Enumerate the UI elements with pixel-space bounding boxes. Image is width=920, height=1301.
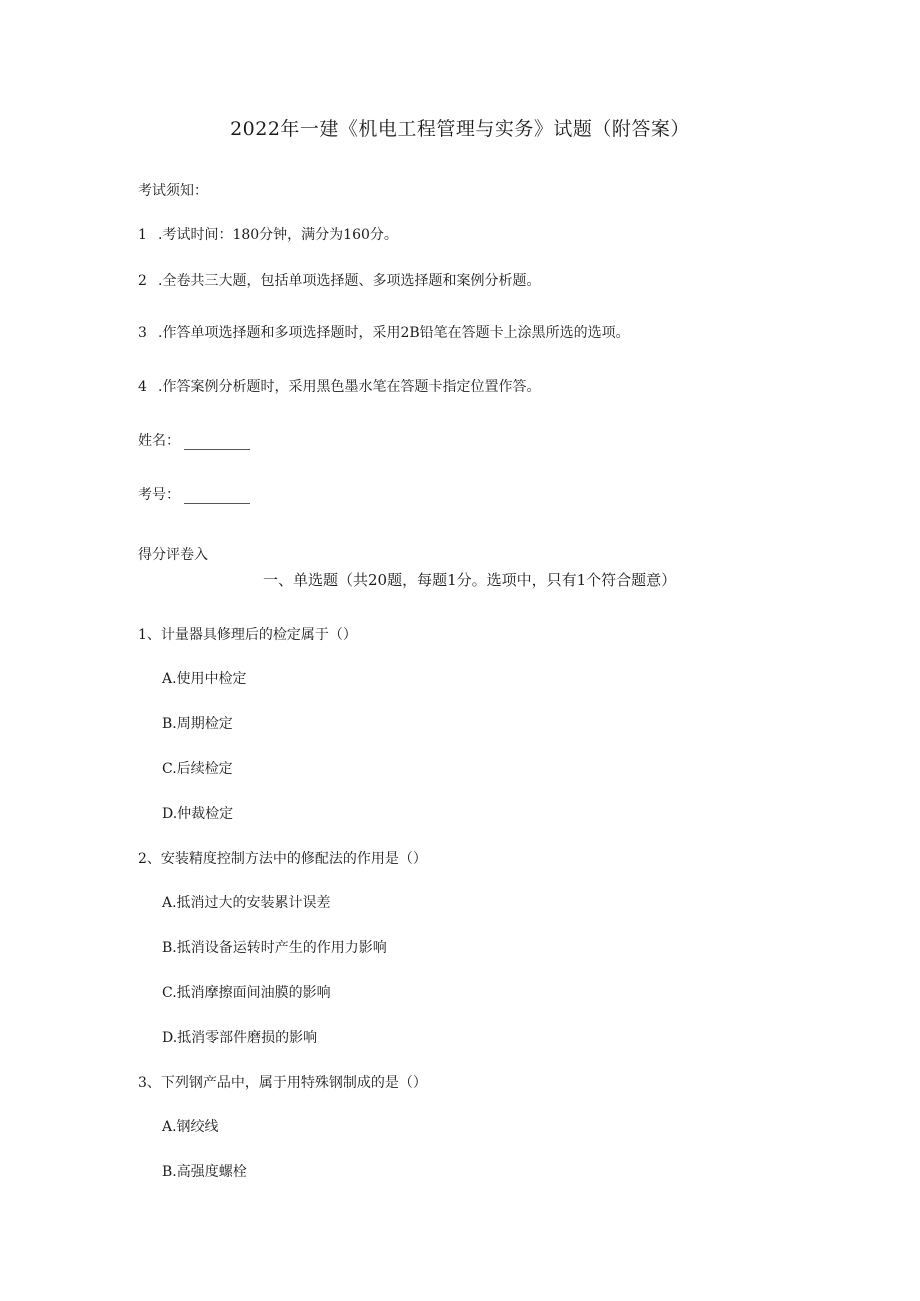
option-b: B.周期检定 (162, 716, 233, 732)
notice-item-text: .作答单项选择题和多项选择题时，采用2B铅笔在答题卡上涂黑所选的选项。 (158, 325, 630, 341)
question-1: 1、计量器具修理后的检定属于（） (138, 627, 357, 643)
notice-item-number: 2 (138, 273, 147, 289)
name-blank[interactable] (184, 437, 250, 450)
document-title: 2022年一建《机电工程管理与实务》试题（附答案） (230, 118, 690, 140)
notice-item-number: 1 (138, 227, 147, 243)
option-d: D.抵消零部件磨损的影响 (162, 1030, 318, 1046)
notice-item (138, 376, 540, 396)
option-d: D.仲裁检定 (162, 806, 234, 822)
name-field-label: 姓名： (138, 433, 180, 449)
option-b: B.抵消设备运转时产生的作用力影响 (162, 940, 387, 956)
option-c: C.后续检定 (162, 761, 233, 777)
score-label: 得分评卷入 (138, 547, 208, 563)
question-3: 3、下列钢产品中，属于用特殊钢制成的是（） (138, 1075, 427, 1091)
option-a: A.钢绞线 (162, 1119, 219, 1135)
notice-item (138, 270, 540, 290)
id-blank[interactable] (184, 491, 250, 504)
notice-item-text: .考试时间：180分钟，满分为160分。 (158, 227, 398, 243)
notice-item (138, 322, 630, 342)
notice-item (138, 224, 398, 244)
section-heading: 一、单选题（共20题，每题1分。选项中，只有1个符合题意） (263, 571, 677, 589)
id-field-label: 考号： (138, 487, 180, 503)
notice-heading: 考试须知： (138, 183, 208, 199)
id-field-row (138, 484, 250, 504)
notice-item-text: .全卷共三大题，包括单项选择题、多项选择题和案例分析题。 (158, 273, 541, 289)
notice-item-number: 4 (138, 379, 147, 395)
name-field-row (138, 430, 250, 450)
question-2: 2、安装精度控制方法中的修配法的作用是（） (138, 851, 427, 867)
option-a: A.使用中检定 (162, 671, 247, 687)
option-a: A.抵消过大的安装累计误差 (162, 895, 331, 911)
notice-item-text: .作答案例分析题时，采用黑色墨水笔在答题卡指定位置作答。 (158, 379, 541, 395)
option-c: C.抵消摩擦面间油膜的影响 (162, 985, 331, 1001)
notice-item-number: 3 (138, 325, 147, 341)
option-b: B.高强度螺栓 (162, 1164, 247, 1180)
